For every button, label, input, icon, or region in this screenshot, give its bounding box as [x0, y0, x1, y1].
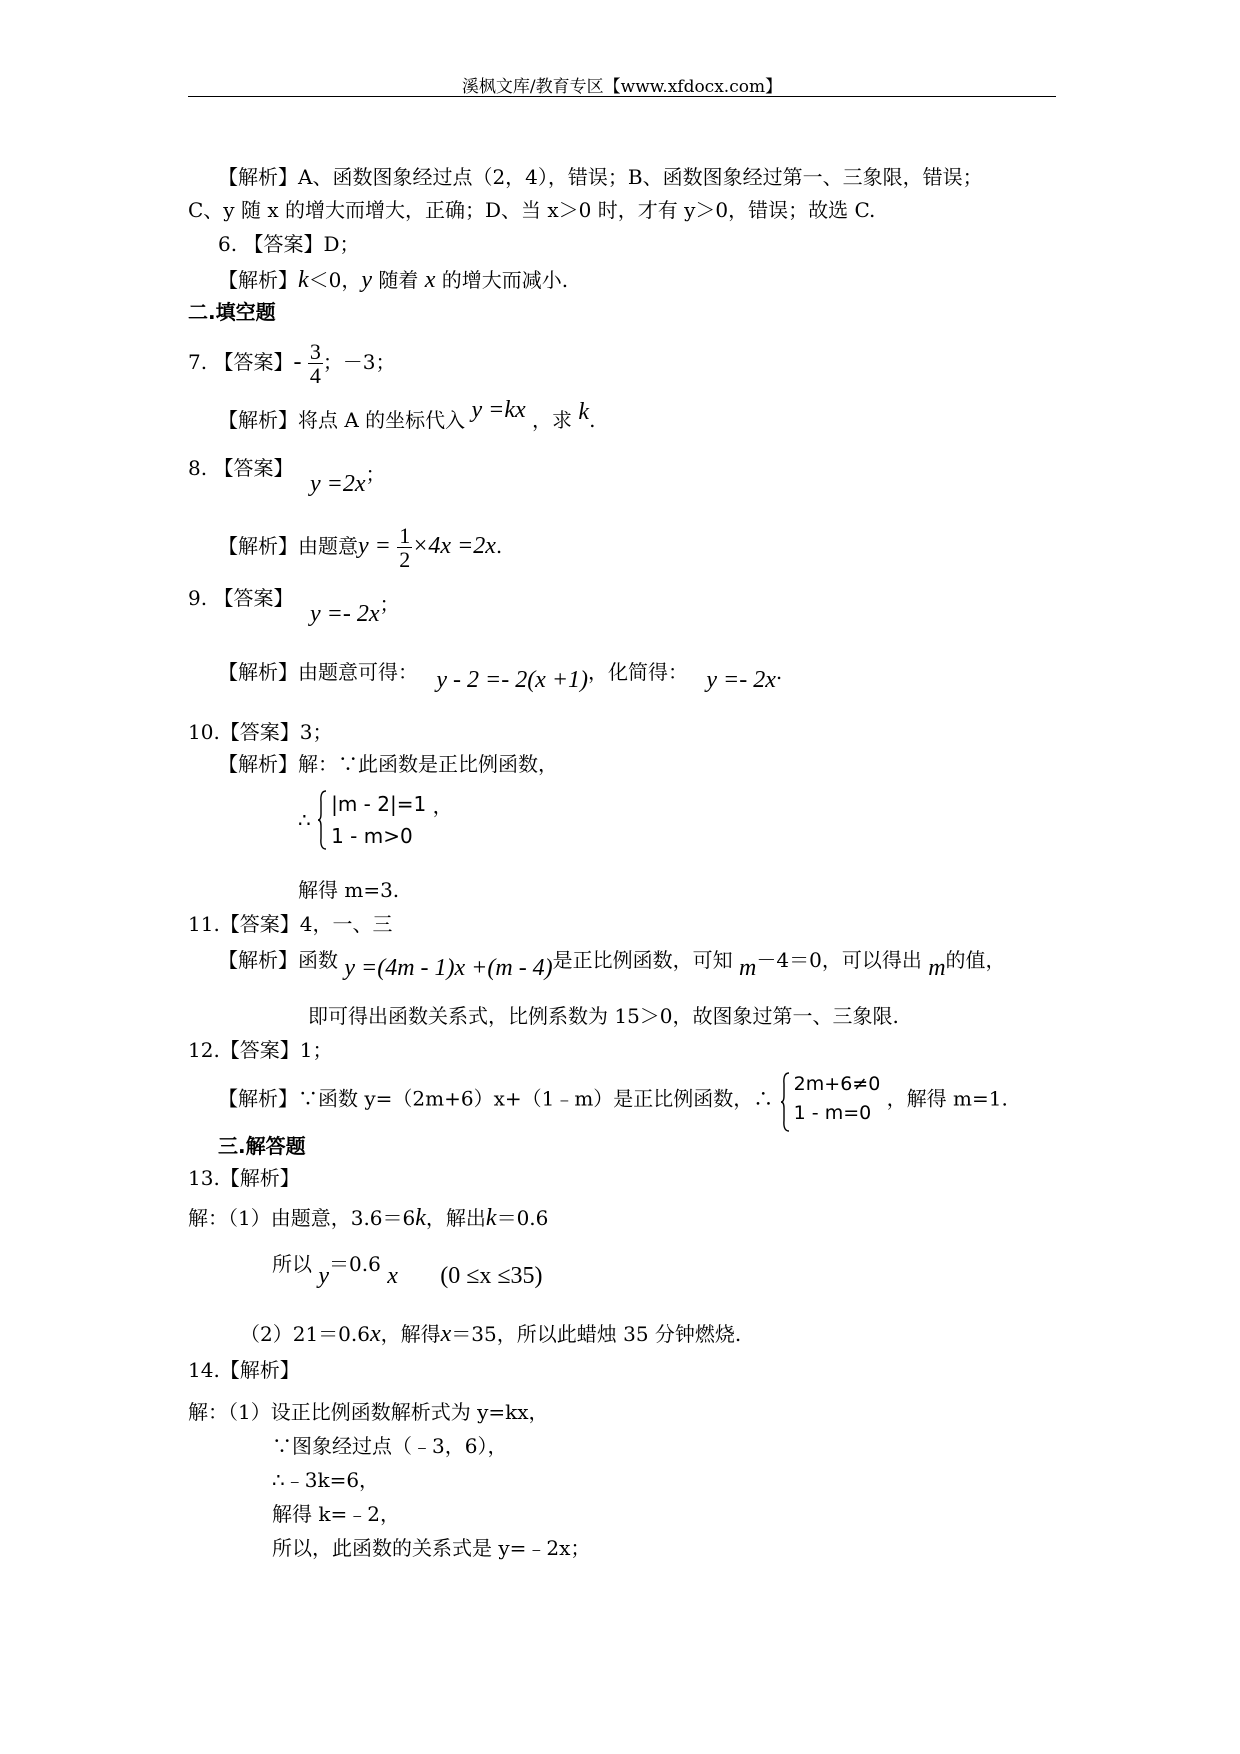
q8-answer-label: 8. 【答案】: [188, 456, 294, 480]
q11-mid2: －4＝0，可以得出: [756, 948, 922, 972]
q13-line2-prefix: 所以: [272, 1252, 312, 1276]
q5-explain-line1: 【解析】A、函数图象经过点（2，4），错误；B、函数图象经过第一、三象限，错误；: [218, 165, 983, 189]
q6-x: x: [424, 267, 436, 293]
q6-k: k: [298, 267, 309, 293]
q8-explain: [218, 524, 502, 571]
q8-answer: [310, 462, 386, 499]
q6-mid: 随着: [372, 268, 425, 292]
q9-eq1: y - 2 =- 2(x +1): [436, 667, 589, 693]
q13-line1-mid: ，解出: [425, 1206, 486, 1230]
q13-range: (0 ≤x ≤35): [440, 1263, 543, 1289]
brace-icon: [780, 1072, 790, 1132]
q8-fraction: [397, 524, 412, 571]
q12-answer: 12.【答案】1；: [188, 1038, 333, 1062]
q8-rest: ×4x =2x: [412, 533, 496, 560]
q7-answer: [188, 340, 396, 387]
q11-m1: m: [739, 955, 757, 981]
q8-answer-end: ；: [365, 462, 386, 486]
q14-line5: 所以，此函数的关系式是 y=﹣2x；: [272, 1536, 591, 1560]
q9-end: .: [775, 660, 783, 684]
brace-icon: [317, 790, 327, 850]
q6-y: y: [361, 267, 373, 293]
q13-x: x: [387, 1263, 398, 1289]
section3-title: 三.解答题: [218, 1134, 306, 1158]
q10-answer: 10.【答案】3；: [188, 720, 333, 744]
q13-line3: [240, 1320, 741, 1349]
q13-line2-mid: ＝0.6: [329, 1252, 381, 1276]
q13-line1-end: ＝0.6: [496, 1206, 549, 1230]
q10-sys-eq2: 1 - m>0: [331, 824, 413, 848]
q8-answer-formula: y =2x: [310, 471, 366, 497]
q13-line3-end: ＝35，所以此蜡烛 35 分钟燃烧.: [451, 1322, 742, 1346]
q8-den: 2: [399, 547, 411, 573]
q7-formula: y =kx: [471, 397, 526, 423]
q8-explain-prefix: 【解析】由题意: [218, 534, 358, 559]
q9-explain-mid: ，化简得：: [588, 660, 689, 684]
q14-line4: 解得 k=﹣2，: [272, 1502, 400, 1526]
q6-cond: ＜0，: [308, 268, 362, 292]
q7-fraction: [308, 340, 323, 387]
q10-solve: 解得 m=3.: [298, 878, 400, 902]
q7-end: .: [589, 408, 596, 432]
q9-answer-end: ；: [379, 592, 400, 616]
q6-explain: [218, 266, 568, 295]
q14-label: 14.【解析】: [188, 1358, 300, 1382]
q12-equation-system: [780, 1070, 881, 1127]
q9-explain: [218, 658, 783, 693]
q7-explain-mid: ，求: [532, 408, 573, 432]
q13-line3-mid: ，解得: [380, 1322, 441, 1346]
q11-m2: m: [928, 955, 946, 981]
q11-explain-prefix: 【解析】函数: [218, 948, 338, 972]
q13-line3-prefix: （2）21＝0.6: [240, 1322, 370, 1346]
q7-num: 3: [309, 339, 321, 364]
q10-therefore: ∴: [298, 808, 311, 832]
q7-minus: -: [293, 349, 302, 376]
q10-explain: 【解析】解：∵此函数是正比例函数，: [218, 752, 558, 776]
q11-answer: 11.【答案】4，一、三: [188, 912, 393, 936]
q11-line2: 即可得出函数关系式，比例系数为 15＞0，故图象过第一、三象限.: [308, 1004, 899, 1028]
header-rule: [188, 96, 1056, 97]
q12-sys-eq2: 1 - m=0: [793, 1101, 872, 1124]
q11-explain: [218, 946, 1006, 981]
q13-x2: x: [369, 1321, 381, 1347]
q10-sys-eq1: |m - 2|=1: [331, 792, 427, 816]
q7-rest: ；－3；: [322, 350, 396, 375]
q12-explain: [218, 1070, 1008, 1127]
section2-title: 二.填空题: [188, 300, 276, 324]
q13-x3: x: [440, 1321, 452, 1347]
q13-line2: [272, 1250, 543, 1289]
q9-answer-label: 9. 【答案】: [188, 586, 294, 610]
q11-end: 的值，: [945, 948, 1006, 972]
q8-end: .: [495, 534, 503, 559]
q12-end: ，解得 m=1.: [886, 1086, 1008, 1111]
q13-k2: k: [485, 1205, 497, 1231]
q7-label: 7. 【答案】: [188, 350, 294, 375]
q12-explain-prefix: 【解析】∵函数 y=（2m+6）x+（1﹣m）是正比例函数，∴: [218, 1086, 774, 1111]
q13-y: y: [318, 1263, 330, 1289]
q10-sys-end: ，: [432, 794, 453, 818]
q13-label: 13.【解析】: [188, 1166, 300, 1190]
q9-answer-formula: y =- 2x: [310, 601, 380, 627]
q7-k: k: [578, 399, 590, 425]
q7-den: 4: [309, 363, 321, 389]
q14-line2: ∵图象经过点（﹣3，6），: [272, 1434, 508, 1458]
q6-answer: 6. 【答案】D；: [218, 232, 360, 256]
q11-formula: y =(4m - 1)x +(m - 4): [344, 955, 553, 981]
q8-num: 1: [399, 523, 411, 548]
q13-line1: [188, 1204, 548, 1233]
page-header: 溪枫文库/教育专区【www.xfdocx.com】: [461, 77, 783, 97]
q13-k1: k: [415, 1205, 426, 1231]
q7-explain: [218, 397, 596, 435]
q12-sys-eq1: 2m+6≠0: [793, 1073, 881, 1095]
q9-answer: [310, 592, 400, 629]
q7-explain-prefix: 【解析】将点 A 的坐标代入: [218, 408, 466, 432]
q6-explain-prefix: 【解析】: [218, 268, 298, 292]
q8-y-eq: y =: [358, 533, 391, 560]
q9-explain-prefix: 【解析】由题意可得：: [218, 660, 418, 684]
q14-line1: 解：（1）设正比例函数解析式为 y=kx，: [188, 1400, 549, 1424]
q9-eq2: y =- 2x: [706, 667, 776, 693]
q14-line3: ∴﹣3k=6，: [272, 1468, 380, 1492]
q10-system: [298, 788, 453, 852]
q5-explain-line2: C、y 随 x 的增大而增大，正确；D、当 x＞0 时，才有 y＞0，错误；故选 C.: [188, 198, 876, 222]
q13-line1-prefix: 解：（1）由题意，3.6＝6: [188, 1206, 416, 1230]
q6-end: 的增大而减小.: [435, 268, 569, 292]
q10-equation-system: [317, 788, 426, 852]
q11-explain-mid: 是正比例函数，可知: [552, 948, 733, 972]
